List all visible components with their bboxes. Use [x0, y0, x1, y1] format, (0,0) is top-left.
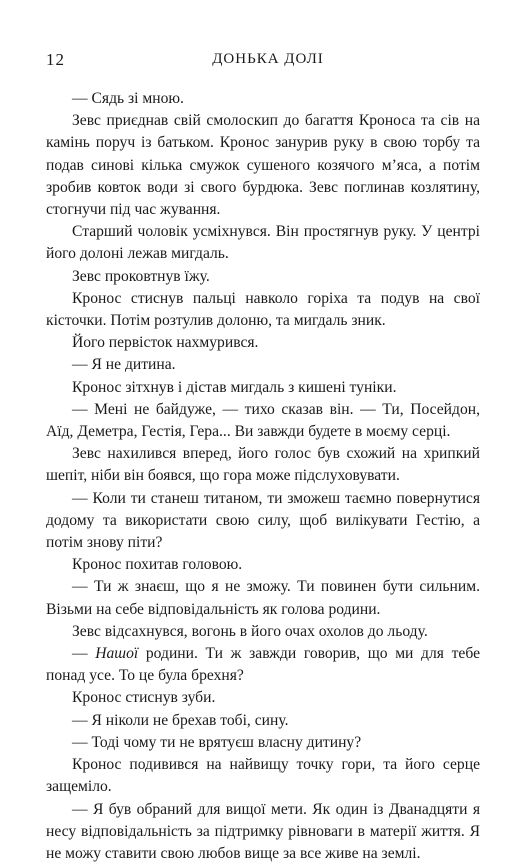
paragraph: Зевс приєднав свій смолоскип до багаття Кроноса та сів на камінь поруч із батьком. Кронос занурив руку в свою торбу та подав синові кілька смужок сушеного козячого м’яса, а потім зробив ковток води зі свого бурдюка. Зевс поглинав козлятину, стогнучи під час жування.	[46, 110, 480, 221]
paragraph: Кронос похитав головою.	[46, 554, 480, 576]
paragraph: Зевс відсахнувся, вогонь в його очах охолов до льоду.	[46, 621, 480, 643]
paragraph: — Коли ти станеш титаном, ти зможеш таємно повернутися додому та використати свою силу, щоб вилікувати Гестію, а потім знову піти?	[46, 488, 480, 555]
paragraph: — Я не дитина.	[46, 354, 480, 376]
paragraph: Зевс проковтнув їжу.	[46, 266, 480, 288]
paragraph: Його первісток нахмурився.	[46, 332, 480, 354]
paragraph: Кронос стиснув зуби.	[46, 687, 480, 709]
paragraph	[46, 643, 480, 687]
paragraph-rest: родини. Ти ж завжди говорив, що ми для тебе понад усе. То це була брехня?	[46, 645, 480, 684]
paragraph: Зевс нахилився вперед, його голос був схожий на хрипкий шепіт, ніби він боявся, що гора може підслуховувати.	[46, 443, 480, 487]
paragraph: Старший чоловік усміхнувся. Він простягнув руку. У центрі його долоні лежав мигдаль.	[46, 221, 480, 265]
paragraph: — Мені не байдуже, — тихо сказав він. — Ти, Посейдон, Аїд, Деметра, Гестія, Гера... Ви завжди будете в моєму серці.	[46, 399, 480, 443]
paragraph: — Ти ж знаєш, що я не зможу. Ти повинен бути сильним. Візьми на себе відповідальність як голова родини.	[46, 576, 480, 620]
page-number: 12	[46, 50, 65, 70]
running-title: ДОНЬКА ДОЛІ	[46, 51, 480, 68]
paragraph: — Сядь зі мною.	[46, 88, 480, 110]
dialogue-dash: —	[72, 645, 95, 662]
paragraph: — Тоді чому ти не врятуєш власну дитину?	[46, 732, 480, 754]
paragraph: — Я був обраний для вищої мети. Як один із Дванадцяти я несу відповідальність за підтримку рівноваги в матерії життя. Я не можу ставити свою любов вище за все живе на землі.	[46, 799, 480, 865]
paragraph: Кронос стиснув пальці навколо горіха та подув на свої кісточки. Потім розтулив долоню, та мигдаль зник.	[46, 288, 480, 332]
emphasized-word: Нашої	[95, 645, 138, 662]
paragraph: Кронос подивився на найвищу точку гори, та його серце защеміло.	[46, 754, 480, 798]
page-header	[46, 50, 480, 72]
paragraph: — Я ніколи не брехав тобі, сину.	[46, 710, 480, 732]
paragraph: Кронос зітхнув і дістав мигдаль з кишені туніки.	[46, 377, 480, 399]
body-text	[46, 88, 480, 865]
